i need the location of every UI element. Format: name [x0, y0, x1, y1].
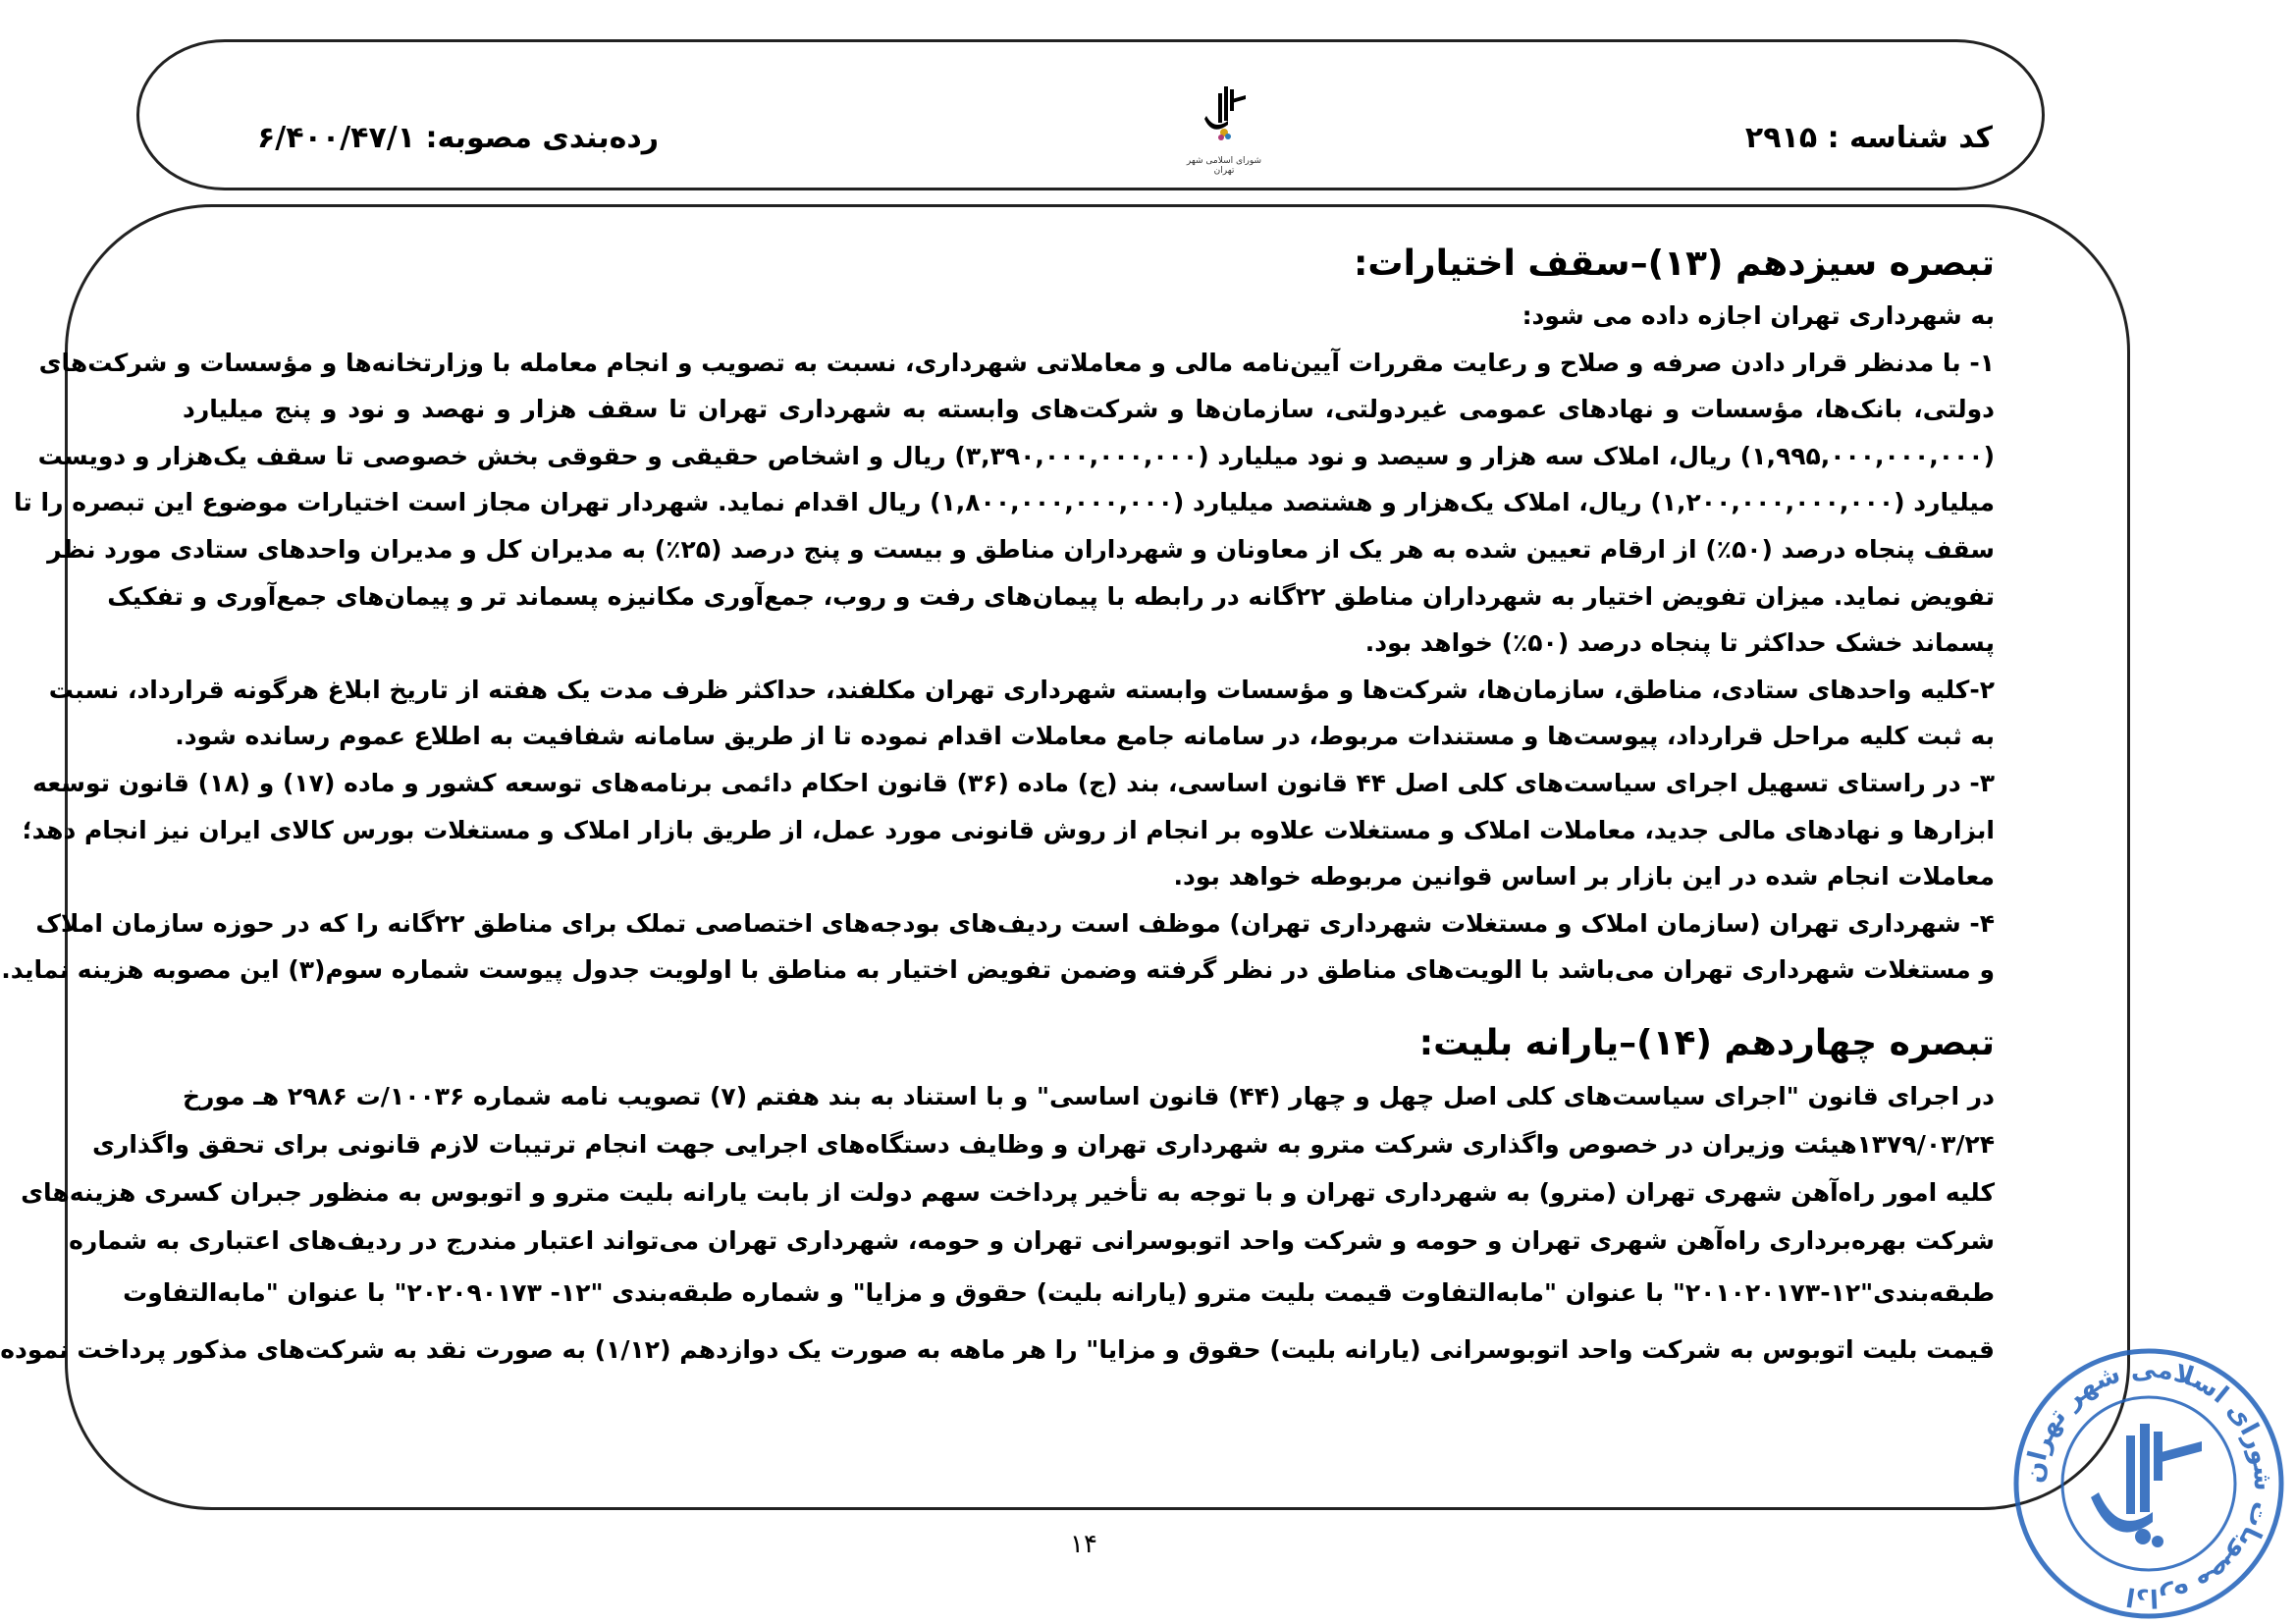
section-13-intro: به شهرداری تهران اجازه داده می شود:	[1522, 301, 1995, 330]
stamp-emblem-icon	[2091, 1424, 2202, 1547]
paragraph-3	[22, 760, 1995, 900]
text-line: (۱,۹۹۵,۰۰۰,۰۰۰,۰۰۰) ریال، املاک سه هزار و سیصد و نود میلیارد (۳,۳۹۰,۰۰۰,۰۰۰,۰۰۰) ریال و اشخاص حقیقی و حقوقی بخش خصوصی تا سقف یک‌هزار و دویست	[37, 441, 1995, 470]
text-line: ۲-کلیه واحدهای ستادی، مناطق، سازمان‌ها، شرکت‌ها و مؤسسات وابسته شهرداری تهران مکلفند، حداکثر ظرف مدت یک هفته از تاریخ ابلاغ هرگونه قرارداد، نسبت	[48, 675, 1995, 704]
text-line: میلیارد (۱,۲۰۰,۰۰۰,۰۰۰,۰۰۰) ریال، املاک یک‌هزار و هشتصد میلیارد (۱,۸۰۰,۰۰۰,۰۰۰,۰۰۰) ریال اقدام نماید. شهردار تهران مجاز است اختیارات موضوع این تبصره را تا	[14, 488, 1995, 517]
text-line: ۱۳۷۹/۰۳/۲۴هیئت وزیران در خصوص واگذاری شرکت مترو به شهرداری تهران و وظایف دستگاه‌های اجرایی جهت انجام ترتیبات لازم قانونی برای تحقق واگذاری	[92, 1129, 1995, 1159]
official-stamp	[2010, 1345, 2287, 1622]
text-line: ۳- در راستای تسهیل اجرای سیاست‌های کلی اصل ۴۴ قانون اساسی، بند (ج) ماده (۳۶) قانون احکام دائمی برنامه‌های توسعه کشور و ماده (۱۷) و (۱۸) قانون توسعه	[32, 768, 1995, 797]
section-13-title: تبصره سیزدهم (۱۳)–سقف اختیارات:	[1354, 244, 1995, 284]
text-line: ۴- شهرداری تهران (سازمان املاک و مستغلات شهرداری تهران) موظف است ردیف‌های بودجه‌های اختصاصی تملک برای مناطق ۲۲گانه را که در حوزه سازمان املاک	[35, 908, 1995, 938]
document-header	[136, 39, 2045, 190]
text-line: پسماند خشک حداکثر تا پنجاه درصد (۵۰٪) خواهد بود.	[1364, 628, 1995, 658]
text-line: معاملات انجام شده در این بازار بر اساس قوانین مربوطه خواهد بود.	[1173, 862, 1995, 892]
paragraph-1	[14, 340, 1995, 667]
text-line: و مستغلات شهرداری تهران می‌باشد با الویت‌های مناطق در نظر گرفته وضمن تفویض اختیار به مناطق با اولویت جدول پیوست شماره سوم(۳) این مصوبه هزینه نماید.	[1, 955, 1995, 985]
stamp-text: اداره مصوبات شورای اسلامی شهر تهران	[2019, 1354, 2278, 1613]
section-14-title: تبصره چهاردهم (۱۴)–یارانه بلیت:	[1418, 1022, 1995, 1063]
page-number: ۱۴	[1070, 1530, 1097, 1559]
paragraph-4	[1, 900, 1995, 994]
text-line: ابزارها و نهادهای مالی جدید، معاملات املاک و مستغلات علاوه بر انجام از روش قانونی مورد عمل، از طریق بازار املاک و مستغلات بورس کالای ایران نیز انجام دهد؛	[22, 815, 1995, 844]
paragraph-2	[48, 667, 1995, 760]
text-line: به ثبت کلیه مراحل قرارداد، پیوست‌ها و مستندات مربوط، در سامانه جامع معاملات اقدام نموده تا از طریق سامانه شفافیت به اطلاع عموم رسانده شود.	[175, 722, 1995, 751]
logo-caption: شورای اسلامی شهر تهران	[1186, 156, 1262, 176]
council-logo	[1180, 81, 1268, 189]
text-line: قیمت بلیت اتوبوس به شرکت واحد اتوبوسرانی (یارانه بلیت) حقوق و مزایا" را هر ماهه به صورت یک دوازدهم (۱/۱۲) به صورت نقد به شرکت‌های مذکور پرداخت نموده	[0, 1334, 1995, 1364]
text-line: تفویض نماید. میزان تفویض اختیار به شهرداران مناطق ۲۲گانه در رابطه با پیمان‌های رفت و روب، جمع‌آوری مکانیزه پسماند تر و پیمان‌های جمع‌آوری و تفکیک	[107, 581, 1995, 611]
text-line: شرکت بهره‌برداری راه‌آهن شهری تهران و حومه و شرکت واحد اتوبوسرانی تهران و حومه، شهرداری تهران می‌تواند اعتبار مندرج در ردیف‌های اعتباری به شماره	[69, 1225, 1995, 1255]
council-logo-icon	[1195, 81, 1254, 150]
text-line: کلیه امور راه‌آهن شهری تهران (مترو) به شهرداری تهران و با توجه به تأخیر پرداخت سهم دولت از بابت یارانه بلیت مترو و اتوبوس به منظور جبران کسری هزینه‌های	[21, 1177, 1995, 1207]
section-14-paragraph	[0, 1072, 1995, 1379]
text-line: ۱- با مدنظر قرار دادن صرفه و صلاح و رعایت مقررات آیین‌نامه مالی و معاملاتی شهرداری، نسبت به تصویب و انجام معامله با وزارتخانه‌ها و مؤسسات و شرکت‌های	[38, 348, 1995, 377]
text-line: طبقه‌بندی"۱۲-۲۰۱۰۲۰۱۷۳" با عنوان "مابه‌التفاوت قیمت بلیت مترو (یارانه بلیت) حقوق و مزایا" و شماره طبقه‌بندی "۱۲- ۲۰۲۰۹۰۱۷۳" با عنوان "مابه‌التفاوت	[123, 1277, 1995, 1307]
text-line: دولتی، بانک‌ها، مؤسسات و نهادهای عمومی غیردولتی، سازمان‌ها و شرکت‌های وابسته به شهرداری تهران تا سقف هزار و نهصد و نود و پنج میلیارد	[183, 395, 1995, 424]
text-line: سقف پنجاه درصد (۵۰٪) از ارقام تعیین شده به هر یک از معاونان و شهرداران مناطق و بیست و پنج درصد (۲۵٪) به مدیران کل و مدیران واحدهای ستادی مورد نظر	[47, 534, 1995, 564]
approval-classification: رده‌بندی مصوبه: ۶/۴۰۰/۴۷/۱	[257, 121, 660, 155]
text-line: در اجرای قانون "اجرای سیاست‌های کلی اصل چهل و چهار (۴۴) قانون اساسی" و با استناد به بند هفتم (۷) تصویب نامه شماره ۱۰۰۳۶/ت ۲۹۸۶ هـ مورخ	[183, 1081, 1995, 1110]
document-body	[0, 236, 1995, 1379]
document-code: کد شناسه : ۲۹۱۵	[1744, 121, 1993, 155]
